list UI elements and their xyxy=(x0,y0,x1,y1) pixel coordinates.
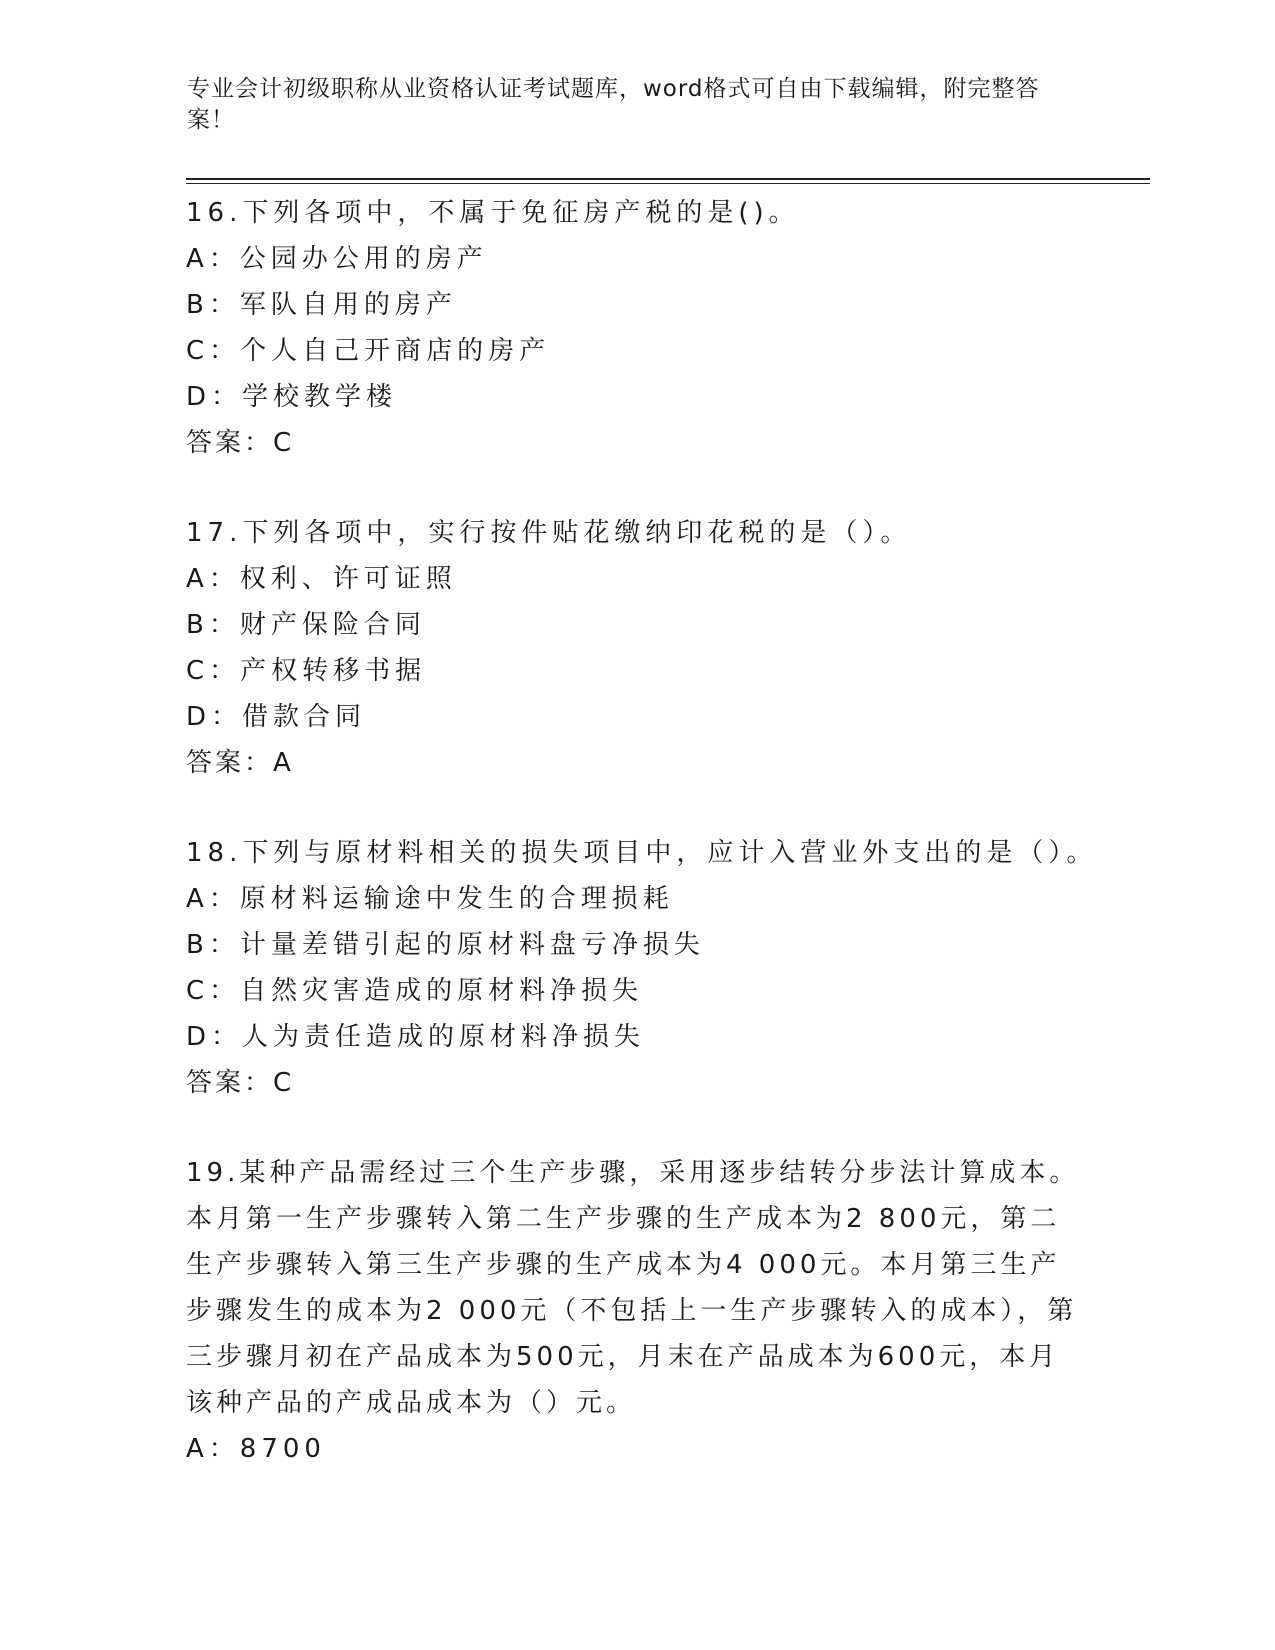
question-gap xyxy=(186,1106,1086,1150)
question-19 xyxy=(186,1150,1086,1472)
question-stem: 19.某种产品需经过三个生产步骤，采用逐步结转分步法计算成本。本月第一生产步骤转入第二生产步骤的生产成本为2 800元，第二生产步骤转入第三生产步骤的生产成本为4 000元。本月第三生产步骤发生的成本为2 000元（不包括上一生产步骤转入的成本），第三步骤月初在产品成本为500元，月末在产品成本为600元，本月该种产品的产成品成本为（）元。 xyxy=(186,1158,1080,1418)
answer-label: 答案：C xyxy=(186,428,295,458)
question-gap xyxy=(186,786,1086,830)
option-d: D：人为责任造成的原材料净损失 xyxy=(186,1022,646,1052)
header-divider-thin xyxy=(186,183,1150,184)
question-list xyxy=(186,190,1098,1472)
option-a: A：公园办公用的房产 xyxy=(186,244,488,274)
question-stem: 18.下列与原材料相关的损失项目中，应计入营业外支出的是（）。 xyxy=(186,838,1098,868)
option-a: A：8700 xyxy=(186,1434,326,1464)
question-gap xyxy=(186,466,1086,510)
option-a: A：原材料运输途中发生的合理损耗 xyxy=(186,884,674,914)
option-c: C：自然灾害造成的原材料净损失 xyxy=(186,976,644,1006)
question-16 xyxy=(186,190,1086,466)
option-b: B：计量差错引起的原材料盘亏净损失 xyxy=(186,930,705,960)
header-divider xyxy=(186,178,1150,180)
answer-label: 答案：A xyxy=(186,748,294,778)
option-b: B：财产保险合同 xyxy=(186,610,426,640)
question-18 xyxy=(186,830,1098,1106)
option-a: A：权利、许可证照 xyxy=(186,564,457,594)
question-stem: 17.下列各项中，实行按件贴花缴纳印花税的是（）。 xyxy=(186,518,912,548)
option-d: D：学校教学楼 xyxy=(186,382,398,412)
option-b: B：军队自用的房产 xyxy=(186,290,457,320)
question-stem: 16.下列各项中，不属于免征房产税的是()。 xyxy=(186,198,800,228)
option-c: C：产权转移书据 xyxy=(186,656,427,686)
option-d: D：借款合同 xyxy=(186,702,367,732)
option-c: C：个人自己开商店的房产 xyxy=(186,336,551,366)
answer-label: 答案：C xyxy=(186,1068,295,1098)
page-header: 专业会计初级职称从业资格认证考试题库，word格式可自由下载编辑，附完整答案！ xyxy=(187,76,1040,133)
question-17 xyxy=(186,510,1086,786)
